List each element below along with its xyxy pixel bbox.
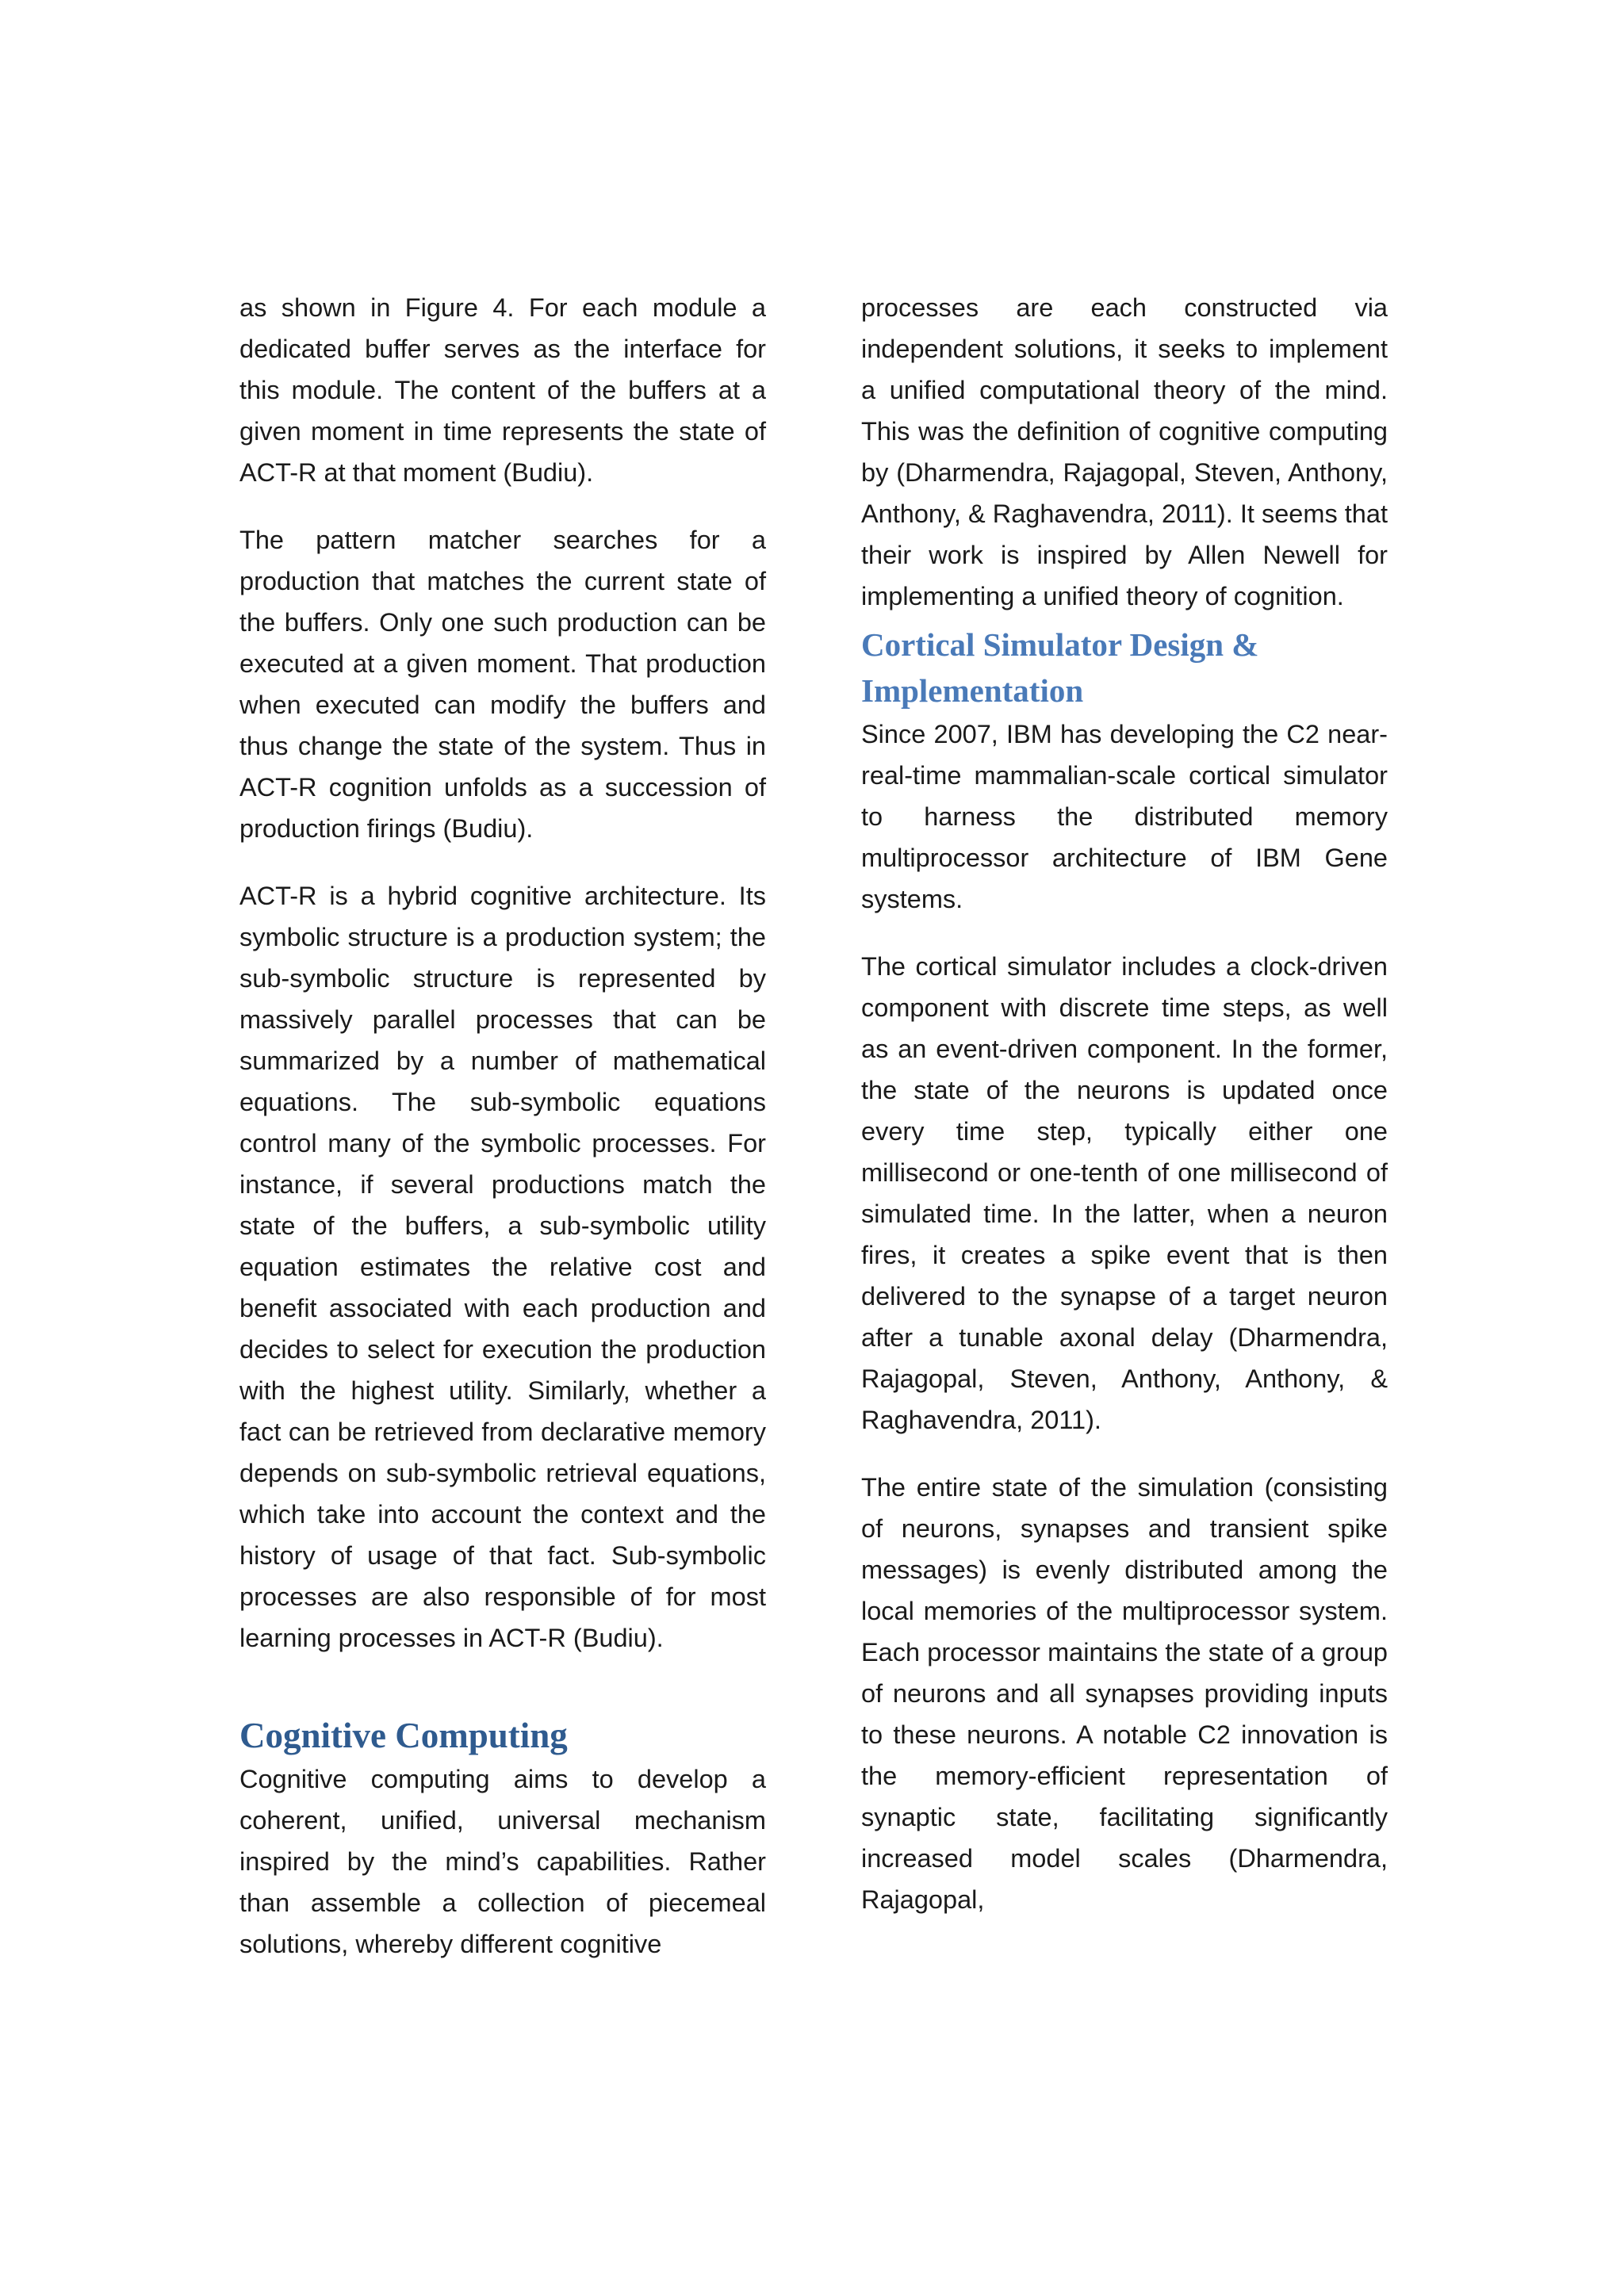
heading-cognitive-computing: Cognitive Computing [239,1716,568,1755]
paragraph-c2-simulator: Since 2007, IBM has developing the C2 near-real-time mammalian-scale cortical simulator to harness the distributed memory multiprocessor architecture of IBM Gene systems. [861,720,1388,913]
paragraph-simulation-state: The entire state of the simulation (consisting of neurons, synapses and transient spike messages) is evenly distributed among the local memories of the multiprocessor system. Each processor maintains the state of a group of neurons and all synapses providing inputs to these neurons. A notable C2 innovation is the memory-efficient representation of synaptic state, facilitating significantly increased model scales (Dharmendra, Rajagopal, [861,1473,1388,1914]
paragraph-hybrid-architecture: ACT-R is a hybrid cognitive architecture. Its symbolic structure is a production system; the sub-symbolic structure is represented by massively parallel processes that can be summarized by a number of mathematical equations. The sub-symbolic equations control many of the symbolic processes. For instance, if several productions match the state of the buffers, a sub-symbolic utility equation estimates the relative cost and benefit associated with each production and decides to select for execution the production with the highest utility. Similarly, whether a fact can be retrieved from declarative memory depends on sub-symbolic retrieval equations, which take into account the context and the history of usage of that fact. Sub-symbolic processes are also responsible of for most learning processes in ACT-R (Budiu). [239,882,766,1652]
paragraph-act-r-buffers: as shown in Figure 4. For each module a dedicated buffer serves as the interface for this module. The content of the buffers at a given moment in time represents the state of ACT-R at that moment (Budiu). [239,293,766,487]
left-column [239,287,766,1965]
right-column [861,287,1388,1920]
paragraph-clock-driven: The cortical simulator includes a clock-driven component with discrete time steps, as well as an event-driven component. In the former, the state of the neurons is updated once every time step, typically either one millisecond or one-tenth of one millisecond of simulated time. In the latter, when a neuron fires, it creates a spike event that is then delivered to the synapse of a target neuron after a tunable axonal delay (Dharmendra, Rajagopal, Steven, Anthony, Anthony, & Raghavendra, 2011). [861,952,1388,1434]
paragraph-pattern-matcher: The pattern matcher searches for a production that matches the current state of the buffers. Only one such production can be executed at a given moment. That production when executed can modify the buffers and thus change the state of the system. Thus in ACT-R cognition unfolds as a succession of production firings (Budiu). [239,526,766,843]
paragraph-unified-theory: processes are each constructed via independent solutions, it seeks to implement a unified computational theory of the mind. This was the definition of cognitive computing by (Dharmendra, Rajagopal, Steven, Anthony, Anthony, & Raghavendra, 2011). It seems that their work is inspired by Allen Newell for implementing a unified theory of cognition. [861,293,1388,610]
heading-cortical-simulator: Cortical Simulator Design & Implementation [861,626,1259,709]
paragraph-cognitive-computing: Cognitive computing aims to develop a coherent, unified, universal mechanism inspired by the mind’s capabilities. Rather than assemble a collection of piecemeal solutions, whereby different cognitive [239,1765,766,1958]
